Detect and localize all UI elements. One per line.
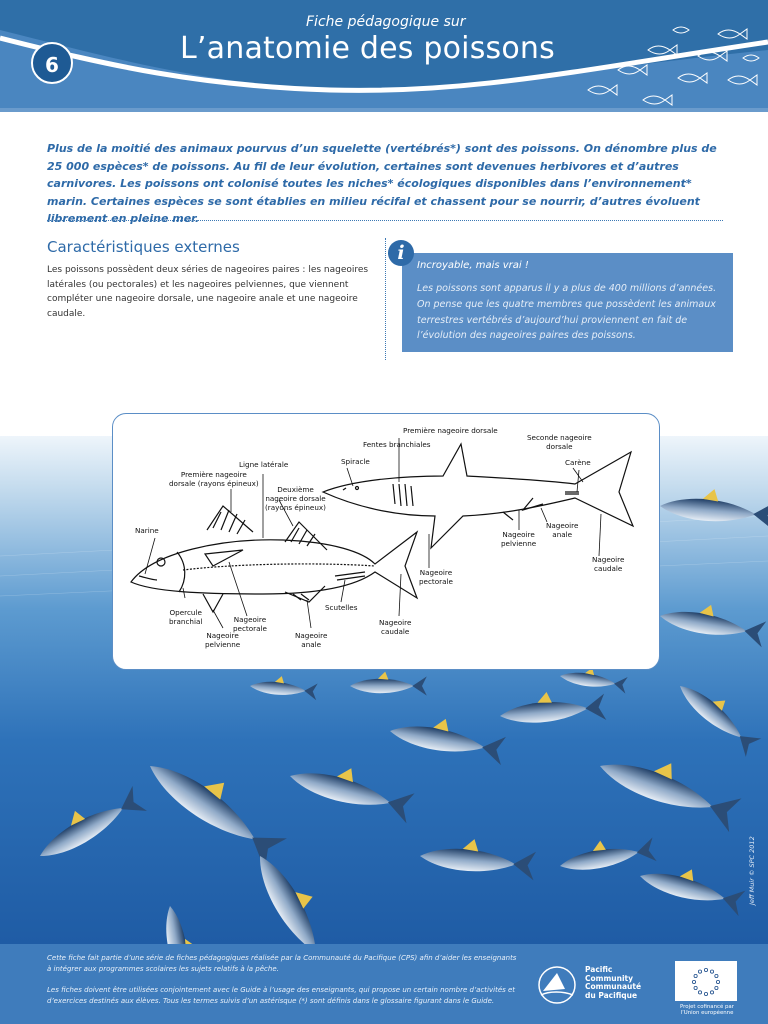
spc-name: Pacific Community Communauté du Pacifique <box>585 965 642 1000</box>
divider <box>47 220 723 221</box>
label-shark-pectoral: Nageoire pectorale <box>419 568 453 586</box>
label-fish-anal: Nageoire anale <box>295 631 328 649</box>
label-shark-caudal: Nageoire caudale <box>592 555 625 573</box>
anatomy-diagram <box>112 413 660 670</box>
info-text: Les poissons sont apparus il y a plus de 400 millions d’années. On pense que les quatre membres que possèdent les animaux terrestres vertébrés d’aujourd’hui proviennent en fait de l’évolution des nageoires paires des poissons. <box>417 283 717 342</box>
fish-school-icon <box>548 0 768 112</box>
label-fish-nostril: Narine <box>135 526 159 535</box>
label-fish-scutes: Scutelles <box>325 603 358 612</box>
eu-flag-icon <box>675 961 737 1001</box>
photo-credit: Jeff Muir © SPC 2012 <box>748 836 756 905</box>
fish-outline <box>131 532 417 598</box>
page-header <box>0 0 768 112</box>
section-title: Caractéristiques externes <box>47 238 240 256</box>
info-box <box>402 253 733 352</box>
label-fish-lateral-line: Ligne latérale <box>239 460 289 469</box>
page-title: L’anatomie des poissons <box>180 31 555 66</box>
section-body: Les poissons possèdent deux séries de nageoires paires : les nageoires latérales (ou pectorales) et les nageoires pelviennes, que viennent compléter une nageoire dorsale, une nageoire anale et une nageoire caudale. <box>47 265 369 319</box>
label-shark-anal: Nageoire anale <box>546 521 579 539</box>
label-fish-first-dorsal: Première nageoire dorsale (rayons épineux) <box>169 470 259 488</box>
eu-caption: Projet cofinancé par l’Union européenne <box>680 1004 734 1017</box>
label-fish-pelvic: Nageoire pelvienne <box>205 631 241 649</box>
label-shark-gill-slits: Fentes branchiales <box>363 440 431 449</box>
vertical-divider <box>385 238 386 360</box>
intro-paragraph: Plus de la moitié des animaux pourvus d’un squelette (vertébrés*) sont des poissons. On dénombre plus de 25 000 espèces* de poissons. Au fil de leur évolution, certaines sont devenues herbivores et d’autres carnivores. Les poissons ont colonisé toutes les niches* écologiques disponibles dans l’environnement* marin. Certaines espèces se sont établies en milieu récifal et chassent pour se nourrir, d’autres évoluent librement en pleine mer. <box>47 142 717 226</box>
label-shark-second-dorsal: Seconde nageoire dorsale <box>527 433 592 451</box>
label-fish-caudal: Nageoire caudale <box>379 618 412 636</box>
page-footer <box>0 944 768 1024</box>
label-fish-second-dorsal: Deuxième nageoire dorsale (rayons épineux) <box>265 485 326 512</box>
sheet-number-badge: 6 <box>31 42 73 84</box>
label-shark-pelvic: Nageoire pelvienne <box>501 530 537 548</box>
footer-paragraph-2: Les fiches doivent être utilisées conjointement avec le Guide à l’usage des enseignants, qui propose un certain nombre d’activités et d’exercices destinés aux élèves. Tous les termes suivis d’un astérisque (*) sont définis dans le glossaire figurant dans le Guide. <box>47 986 516 1005</box>
label-fish-operculum: Opercule branchial <box>169 608 203 626</box>
label-shark-keel: Carène <box>565 458 591 467</box>
footer-paragraph-1: Cette fiche fait partie d’une série de fiches pédagogiques réalisée par la Communauté du Pacifique (CPS) afin d’aider les enseignants à intégrer aux programmes scolaires les sujets relatifs à la pêche. <box>47 954 517 973</box>
info-title: Incroyable, mais vrai ! <box>417 260 529 271</box>
label-shark-first-dorsal: Première nageoire dorsale <box>403 426 498 435</box>
spc-logo-icon <box>535 965 579 1005</box>
label-shark-spiracle: Spiracle <box>341 457 370 466</box>
info-icon: i <box>388 240 414 266</box>
page-subtitle: Fiche pédagogique sur <box>306 14 466 30</box>
label-fish-pectoral: Nageoire pectorale <box>233 615 267 633</box>
